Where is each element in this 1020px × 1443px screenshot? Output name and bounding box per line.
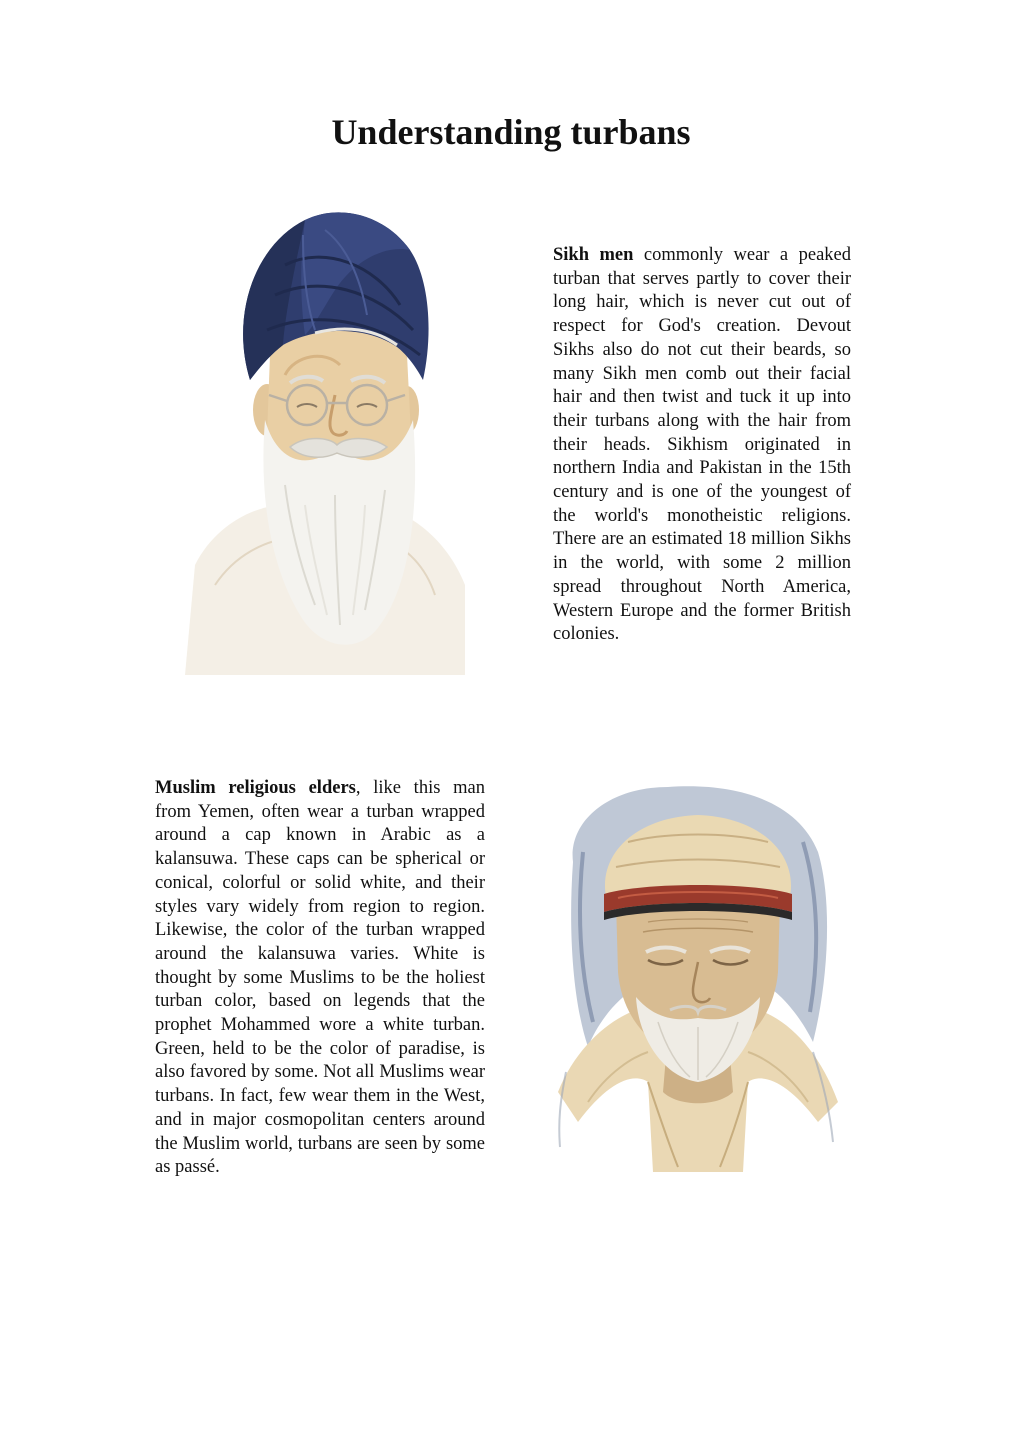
muslim-elders-body: , like this man from Yemen, often wear a turban wrapped around a cap known in Arabic as a kalansuwa. These caps can be spherical or conical, colorful or solid white, and their styles vary widely from region to region. Likewise, the color of the turban wrapped around the kalansuwa varies. White is thought by some Muslims to be the holiest turban color, based on legends that the prophet Mohammed wore a white turban. Green, held to be the color of paradise, is also favored by some. Not all Muslims wear turbans. In fact, few wear them in the West, and in major cosmopolitan centers around the Muslim world, turbans are seen by some as passé. (155, 778, 485, 1178)
muslim-elders-lead: Muslim religious elders (155, 778, 356, 798)
muslim-elders-paragraph (155, 777, 485, 1180)
sikh-men-body: commonly wear a peaked turban that serves partly to cover their long hair, which is never cut out of respect for God's creation. Devout Sikhs also do not cut their beards, so many Sikh men comb out their facial hair and then twist and tuck it up into their turbans along with the hair from their heads. Sikhism originated in northern India and Pakistan in the 15th century and is one of the youngest of the world's monotheistic religions. There are an estimated 18 million Sikhs in the world, with some 2 million spread throughout North America, Western Europe and the former British colonies. (553, 245, 851, 645)
sikh-men-paragraph (553, 244, 851, 647)
yemeni-elder-portrait-icon (548, 782, 848, 1172)
sikh-man-portrait-icon (175, 205, 475, 685)
sikh-men-lead: Sikh men (553, 245, 634, 265)
page-title: Understanding turbans (331, 112, 691, 152)
